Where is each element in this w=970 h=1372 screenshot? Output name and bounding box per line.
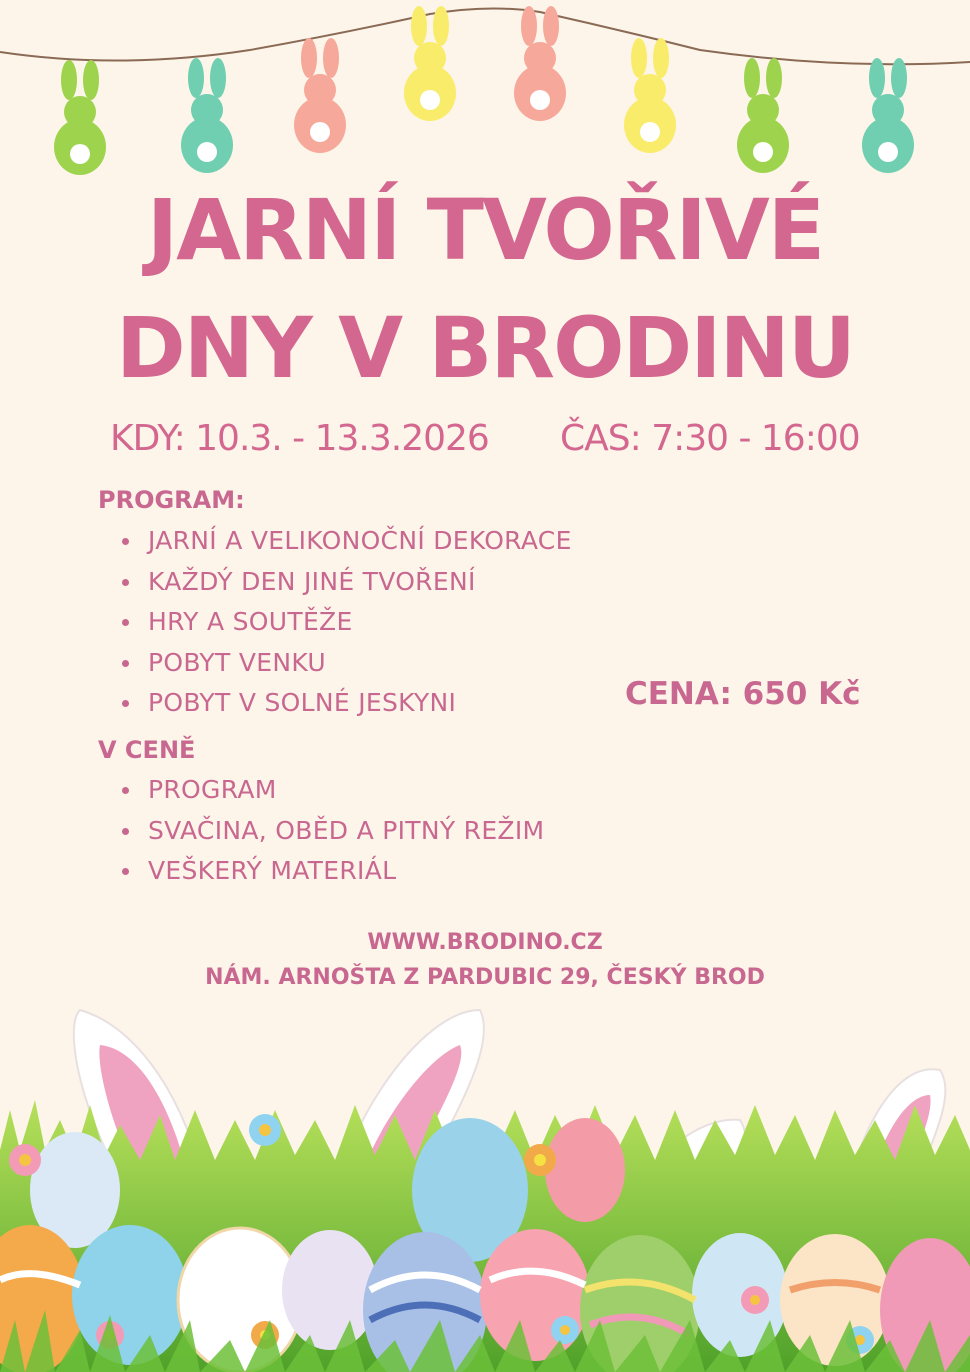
program-item [120,643,572,684]
time-info: ČAS: 7:30 - 16:00 [560,418,860,459]
program-item-label: POBYT V SOLNÉ JESKYNI [148,688,457,717]
easter-scene [0,990,970,1372]
program-item [120,602,572,643]
program-item-label: JARNÍ A VELIKONOČNÍ DEKORACE [148,526,572,555]
bunny-icon [624,38,676,153]
website-link[interactable]: WWW.BRODINO.CZ [367,930,603,955]
bullet-icon [122,787,129,794]
included-list [120,770,544,892]
bunny-icon [54,60,106,175]
included-item [120,770,544,811]
included-item-label: SVAČINA, OBĚD A PITNÝ REŽIM [148,815,545,845]
program-item [120,683,572,724]
bunny-icon [862,58,914,173]
program-item-label: KAŽDÝ DEN JINÉ TVOŘENÍ [148,566,476,596]
address-text: NÁM. ARNOŠTA Z PARDUBIC 29, ČESKÝ BROD [205,965,765,990]
bullet-icon [122,538,129,545]
included-item-label: PROGRAM [148,775,277,804]
bullet-icon [122,619,129,626]
bunny-garland [0,0,970,180]
bullet-icon [122,660,129,667]
bunny-icon [514,6,566,121]
date-info: KDY: 10.3. - 13.3.2026 [110,418,489,459]
bullet-icon [122,868,129,875]
included-heading: V CENĚ [98,736,196,764]
program-item-label: POBYT VENKU [148,647,326,677]
program-item-label: HRY A SOUTĚŽE [148,607,353,636]
bunny-icon [181,58,233,173]
included-item [120,811,544,852]
included-item-label: VEŠKERÝ MATERIÁL [148,856,397,885]
bullet-icon [122,828,129,835]
included-item [120,851,544,892]
program-heading: PROGRAM: [98,486,245,514]
bullet-icon [122,700,129,707]
bunny-icon [294,38,346,153]
program-item [120,562,572,603]
program-item [120,521,572,562]
bunny-icon [404,6,456,121]
price-label: CENA: 650 Kč [625,676,861,712]
program-list [120,521,572,724]
bullet-icon [122,579,129,586]
bunny-icon [737,58,789,173]
title-line-1: JARNÍ TVOŘIVÉ [146,181,824,279]
title-line-2: DNY V BRODINU [116,299,854,397]
